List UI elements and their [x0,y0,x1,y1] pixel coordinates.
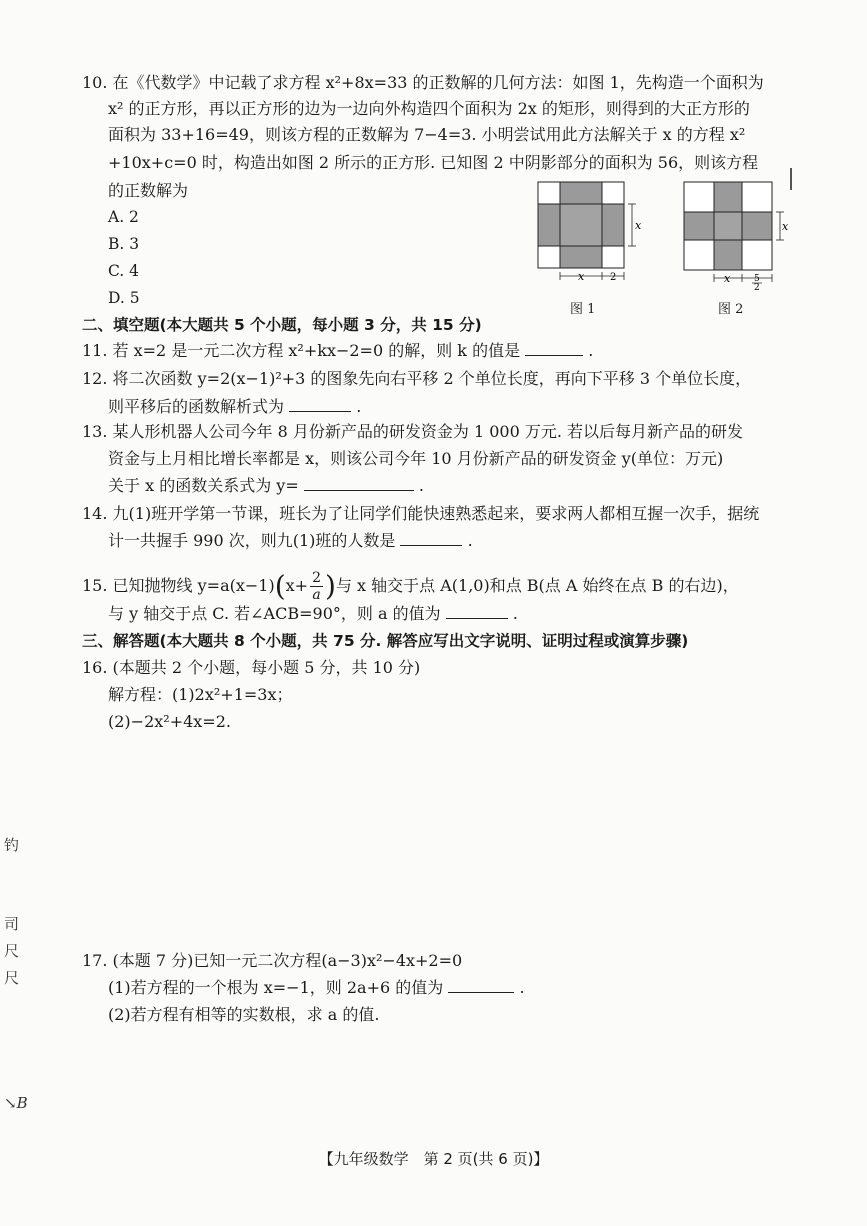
q13-end: . [418,476,425,495]
figure-1-caption: 图 1 [570,302,596,317]
q15-x-plus: x+ [285,576,309,595]
fig2-small-num: 5 [754,274,760,284]
section-2-heading: 二、填空题(本大题共 5 个小题，每小题 3 分，共 15 分) [82,316,482,334]
q15-frac-den: a [312,587,321,603]
margin-char-3: 尺 [4,942,20,960]
q15-answer-blank[interactable] [446,604,508,619]
q11-answer-blank[interactable] [525,341,583,356]
fig2-side-label: x [782,220,789,233]
q16-line-2: 解方程：(1)2x²+1=3x； [108,685,293,704]
q14-line-1: 14. 九(1)班开学第一节课，班长为了让同学们能快速熟悉起来，要求两人都相互握一次手，据统 [82,504,760,523]
q10-line-1: 10. 在《代数学》中记载了求方程 x²+8x=33 的正数解的几何方法：如图 1，先构造一个面积为 [82,73,764,92]
q14-line-2 [108,530,473,552]
q13-line-3 [108,475,424,497]
q15-fraction [310,570,323,603]
margin-char-1: 钓 [4,836,20,854]
fig1-rect-bottom [560,246,602,268]
fig1-bottom-label: x [578,270,585,283]
q17-line-2 [108,977,525,999]
q10-line-4: +10x+c=0 时，构造出如图 2 所示的正方形. 已知图 2 中阴影部分的面积为 56，则该方程 [108,153,759,172]
fig1-side-label: x [635,219,642,232]
section-3-heading: 三、解答题(本大题共 8 个小题，共 75 分. 解答应写出文字说明、证明过程或演算步骤) [82,632,689,650]
fig2-center-square [714,212,742,240]
q14-text: 计一共握手 990 次，则九(1)班的人数是 [108,531,396,550]
q11-end: . [588,341,594,360]
fig2-small-den: 2 [754,283,760,290]
q13-text: 关于 x 的函数关系式为 y= [108,476,299,495]
q13-line-1: 13. 某人形机器人公司今年 8 月份新产品的研发资金为 1 000 万元. 若以后每月新产品的研发 [82,422,744,441]
q15-post: 与 x 轴交于点 A(1,0)和点 B(点 A 始终在点 B 的右边)， [335,576,739,595]
fig1-rect-right [602,204,624,246]
q10-option-a: A. 2 [108,208,139,226]
fig1-small-label: 2 [610,272,617,283]
margin-char-4: 尺 [4,969,20,987]
q17-line-1: 17. (本题 7 分)已知一元二次方程(a−3)x²−4x+2=0 [82,951,463,970]
q10-option-d: D. 5 [108,289,140,307]
q11-text: 11. 若 x=2 是一元二次方程 x²+kx−2=0 的解，则 k 的值是 [82,341,521,360]
q10-option-b: B. 3 [108,235,140,253]
q12-end: . [356,397,362,416]
q15-text: 与 y 轴交于点 C. 若∠ACB=90°，则 a 的值为 [108,604,441,623]
margin-char-2: 司 [4,915,20,933]
q13-answer-blank[interactable] [304,476,414,491]
q16-line-1: 16. (本题共 2 个小题，每小题 5 分，共 10 分) [82,658,421,677]
margin-char-5: ↘B [4,1094,28,1112]
figure-2-caption: 图 2 [718,302,744,317]
fig1-rect-top [560,182,602,204]
q13-line-2: 资金与上月相比增长率都是 x，则该公司今年 10 月份新产品的研发资金 y(单位：万元) [108,449,724,468]
q15-pre: 15. 已知抛物线 y=a(x−1) [82,576,275,595]
q15-line-2 [108,603,518,625]
fig2-rect-left [684,212,714,240]
q12-answer-blank[interactable] [289,397,351,412]
q10-line-5: 的正数解为 [108,181,189,200]
q14-answer-blank[interactable] [400,531,462,546]
q17-end: . [519,978,525,997]
q16-line-3: (2)−2x²+4x=2. [108,712,231,731]
page-footer: 【九年级数学 第 2 页(共 6 页)】 [318,1150,549,1168]
q15-paren-open: ( [274,569,286,603]
q12-text: 则平移后的函数解析式为 [108,397,285,416]
q17-answer-blank[interactable] [448,978,514,993]
q15-end: . [512,604,518,623]
fig2-rect-bottom [714,240,742,270]
fig2-bottom-label: x [724,272,731,285]
q12-line-2 [108,396,361,418]
fig1-rect-left [538,204,560,246]
q10-option-c: C. 4 [108,262,140,280]
fig2-rect-right [742,212,772,240]
q12-line-1: 12. 将二次函数 y=2(x−1)²+3 的图象先向右平移 2 个单位长度，再向下平移 3 个单位长度， [82,369,752,388]
q17-text: (1)若方程的一个根为 x=−1，则 2a+6 的值为 [108,978,444,997]
figure-2 [678,178,794,290]
q10-line-3: 面积为 33+16=49，则该方程的正数解为 7−4=3. 小明尝试用此方法解关于 x 的方程 x² [108,125,746,144]
q15-paren-close: ) [325,569,336,603]
q10-line-2: x² 的正方形，再以正方形的边为一边向外构造四个面积为 2x 的矩形，则得到的大正方形的 [108,99,750,118]
q15-line-1 [82,566,739,606]
q11 [82,340,593,362]
q17-line-3: (2)若方程有相等的实数根，求 a 的值. [108,1005,380,1024]
figure-1 [532,178,648,286]
q15-frac-num: 2 [312,570,321,586]
q14-end: . [467,531,473,550]
fig2-rect-top [714,182,742,212]
fig1-center-square [560,204,602,246]
